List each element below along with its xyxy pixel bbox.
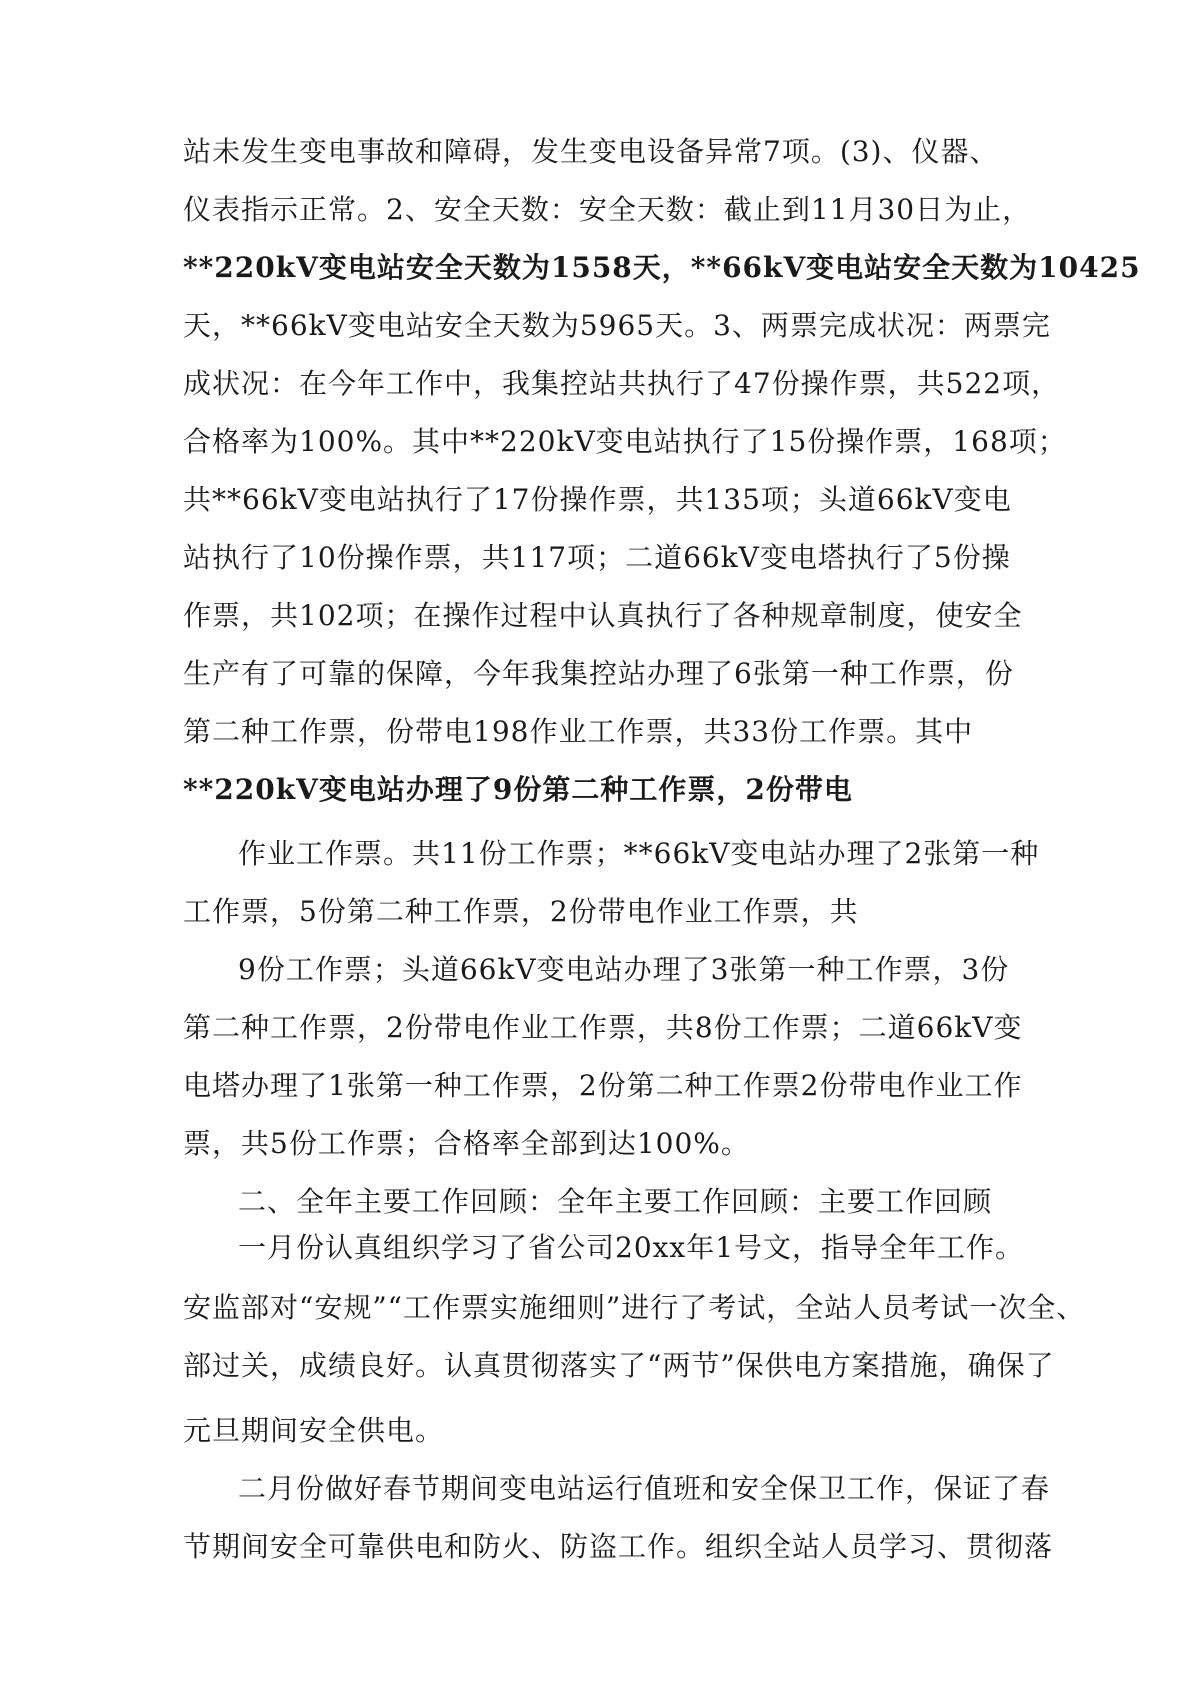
text-line: 电塔办理了1张第一种工作票，2份第二种工作票2份带电作业工作: [183, 1069, 1023, 1102]
text-line: 一月份认真组织学习了省公司20xx年1号文，指导全年工作。: [238, 1231, 1025, 1264]
text-line: 仪表指示正常。2、安全天数：安全天数：截止到11月30日为止，: [183, 193, 1032, 226]
text-line: **220kV变电站办理了9份第二种工作票，2份带电: [183, 773, 853, 806]
text-line: 部过关，成绩良好。认真贯彻落实了“两节”保供电方案措施，确保了: [183, 1349, 1055, 1382]
text-line: 作业工作票。共11份工作票；**66kV变电站办理了2张第一种: [238, 837, 1040, 870]
text-line: 第二种工作票，2份带电作业工作票，共8份工作票；二道66kV变: [183, 1011, 1023, 1044]
text-line: 安监部对“安规”“工作票实施细则”进行了考试，全站人员考试一次全、: [183, 1291, 1086, 1324]
text-line: **220kV变电站安全天数为1558天，**66kV变电站安全天数为10425: [183, 251, 1141, 284]
text-line: 站执行了10份操作票，共117项；二道66kV变电塔执行了5份操: [183, 541, 1011, 574]
text-line: 站未发生变电事故和障碍，发生变电设备异常7项。(3)、仪器、: [183, 135, 999, 168]
text-line: 作票，共102项；在操作过程中认真执行了各种规章制度，使安全: [183, 599, 1023, 632]
text-line: 合格率为100%。其中**220kV变电站执行了15份操作票，168项；: [183, 425, 1067, 458]
text-line: 成状况：在今年工作中，我集控站共执行了47份操作票，共522项，: [183, 367, 1061, 400]
text-line: 9份工作票；头道66kV变电站办理了3张第一种工作票，3份: [238, 953, 1010, 986]
text-line: 票，共5份工作票；合格率全部到达100%。: [183, 1127, 750, 1160]
text-line: 天，**66kV变电站安全天数为5965天。3、两票完成状况：两票完: [183, 309, 1051, 342]
text-line: 生产有了可靠的保障，今年我集控站办理了6张第一种工作票，份: [183, 657, 1014, 690]
text-line: 二月份做好春节期间变电站运行值班和安全保卫工作，保证了春: [238, 1472, 1051, 1505]
text-line: 元旦期间安全供电。: [183, 1414, 445, 1447]
text-line: 工作票，5份第二种工作票，2份带电作业工作票，共: [183, 895, 859, 928]
text-line: 第二种工作票，份带电198作业工作票，共33份工作票。其中: [183, 715, 974, 748]
text-line: 共**66kV变电站执行了17份操作票，共135项；头道66kV变电: [183, 483, 1012, 516]
text-line: 节期间安全可靠供电和防火、防盗工作。组织全站人员学习、贯彻落: [183, 1530, 1054, 1563]
section-heading: 二、全年主要工作回顾：全年主要工作回顾：主要工作回顾: [238, 1185, 993, 1218]
